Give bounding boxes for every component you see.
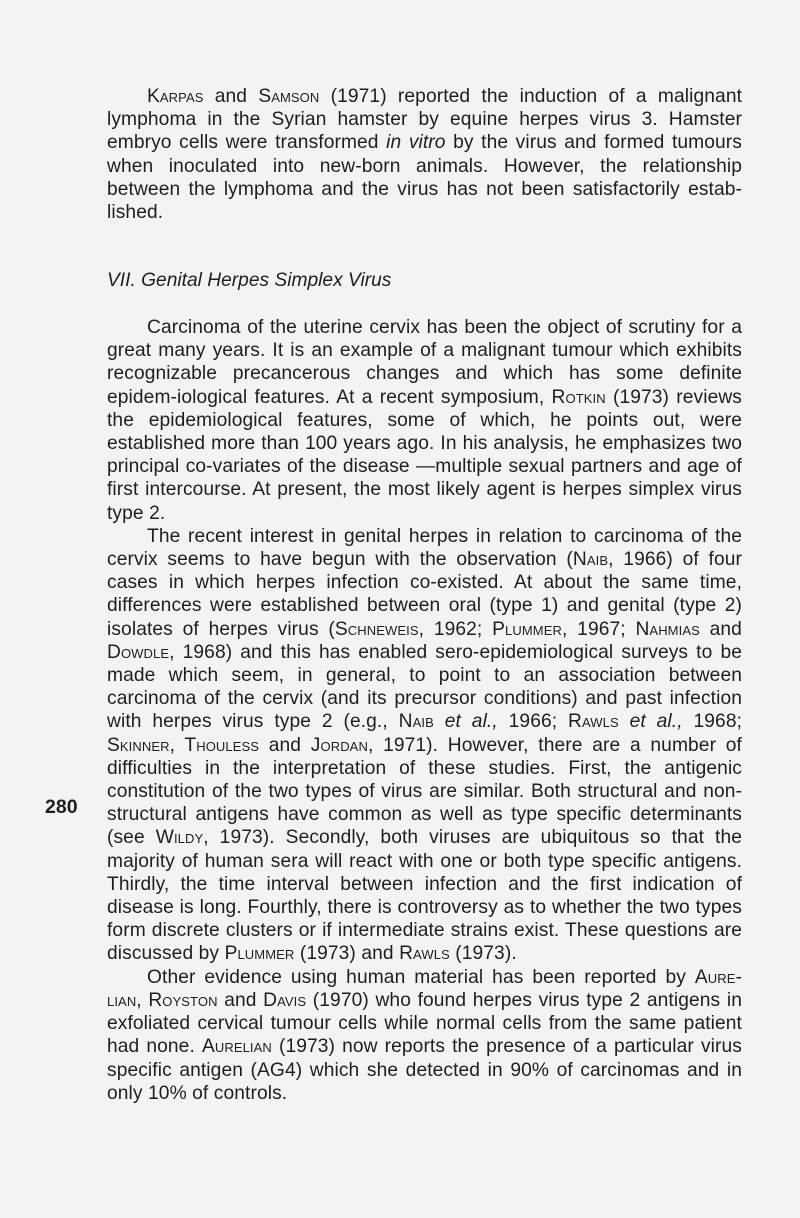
author-ref: Samson (258, 86, 320, 107)
italic-term: et al., (444, 711, 498, 733)
author-ref: Rotkin (551, 386, 606, 408)
conjunction: and (268, 734, 302, 756)
author-ref: Plummer (224, 943, 295, 965)
author-ref: Jordan (310, 734, 368, 756)
author-ref: Naib (572, 549, 609, 571)
italic-term: et al., (629, 711, 683, 733)
author-ref: Skinner, Thouless (107, 734, 260, 756)
body-text: by the virus and formed tumours when inoculated into new-born animals. However, the relationship between the lymphoma and the virus has not been satisfactorily estab-lished. (107, 132, 742, 224)
author-ref: Nahmias (635, 618, 700, 640)
author-ref: Aurelian (201, 1036, 272, 1058)
paragraph-3 (107, 966, 742, 1105)
body-text: (1970) who found herpes virus type 2 antigens in exfoliated cervical tumour cells while normal cells from the same patient had none. (107, 989, 742, 1058)
body-text: (1973). (455, 943, 517, 965)
conjunction: and (214, 86, 248, 107)
body-text: (1973) and (299, 943, 394, 965)
page-number: 280 (45, 796, 78, 818)
body-text: 1966; (508, 711, 558, 733)
body-text: 1968; (693, 711, 743, 733)
author-ref: Wildy (155, 827, 204, 849)
paragraph-2 (107, 525, 742, 966)
body-text: , 1966) of four cases in which herpes infection co-existed. At about the same time, differences were established between oral (type 1) and genital (type 2) isolates of herpes virus ( (107, 549, 743, 640)
section-body (107, 316, 742, 1105)
body-text: , 1973). Secondly, both viruses are ubiquitous so that the majority of human sera will react with one or both type specific antigens. Thirdly, the time interval between infection and the first indication of disease is long. Fourthly, there is controversy as to whether the two types form discrete clusters or if intermediate strains exist. These questions are discussed by (107, 827, 742, 965)
author-ref: Schneweis (334, 618, 419, 640)
paragraph-1 (107, 316, 742, 525)
section-heading: VII. Genital Herpes Simplex Virus (107, 270, 392, 291)
body-text: (1973) reviews the epidemiological features, some of which, he points out, were established more than 100 years ago. In his analysis, he emphasizes two principal co-variates of the disease —multiple sexual partners and age of first intercourse. At present, the most likely agent is herpes simplex virus type 2. (107, 386, 742, 524)
author-ref: Davis (263, 989, 307, 1011)
author-ref: Aure-lian, Royston (107, 966, 742, 1011)
author-ref: Karpas (147, 86, 204, 107)
italic-term: in vitro (386, 132, 446, 154)
body-text: Other evidence using human material has been reported by (147, 966, 686, 988)
body-text: (1971) reported the induction of a malignant lymphoma in the Syrian hamster by equine herpes virus 3. Hamster embryo cells were transformed (107, 86, 743, 154)
body-text: Carcinoma of the uterine cervix has been the object of scrutiny for a great many years. It is an example of a malignant tumour which exhibits recognizable precancerous changes and which has some definite epidem-iological features. At a recent symposium, (107, 317, 742, 408)
author-ref: Naib (398, 711, 434, 733)
author-ref: Plummer (492, 618, 562, 640)
author-ref: Rawls (568, 711, 619, 733)
body-text: The recent interest in genital herpes in relation to carcinoma of the cervix seems to have begun with the observation ( (107, 525, 742, 571)
author-ref: Rawls (399, 943, 450, 965)
author-ref: Dowdle (107, 641, 170, 663)
body-text: , 1971). However, there are a number of difficulties in the interpretation of these studies. First, the antigenic constitution of the two types of virus are similar. Both structural and non-structural antigens have common as well as type specific determinants (see (107, 734, 742, 849)
intro-paragraph (107, 85, 742, 224)
conjunction: and (709, 618, 742, 640)
body-text: , 1968) and this has enabled sero-epidemiological surveys to be made which seem, in general, to point to an association between carcinoma of the cervix (and its precursor conditions) and past infection with herpes virus type 2 (e.g., (107, 641, 742, 733)
conjunction: and (224, 989, 257, 1011)
body-text: , 1967; (561, 618, 626, 640)
body-text: , 1962; (418, 618, 483, 640)
body-text: (1973) now reports the presence of a particular virus specific antigen (AG4) which she detected in 90% of carcinomas and in only 10% of controls. (107, 1036, 742, 1104)
intro-paragraph-block (107, 85, 742, 224)
